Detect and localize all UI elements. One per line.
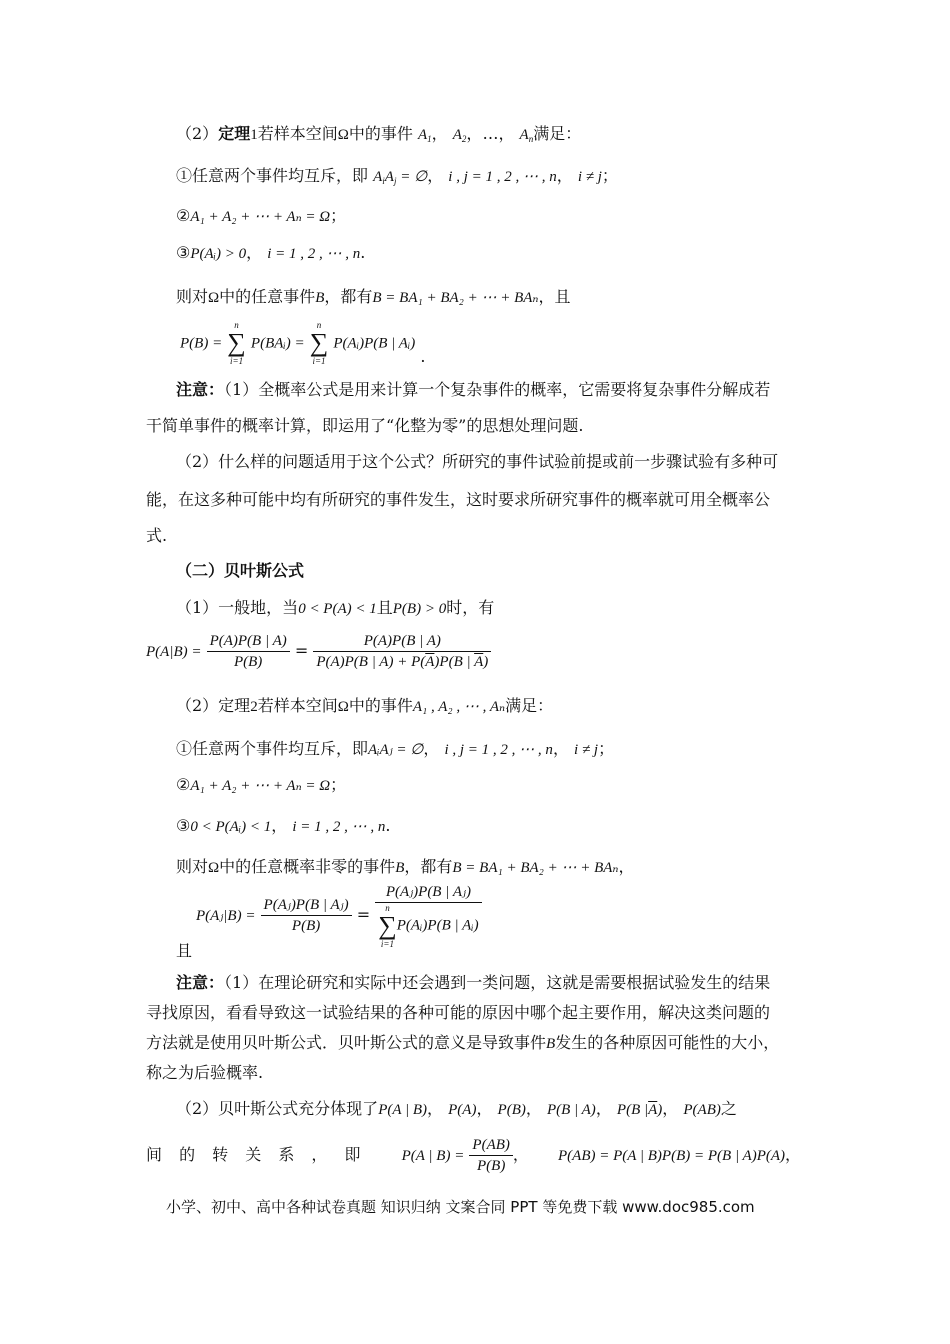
t1-condition-2: ②A₁ + A₂ + ⋯ + Aₙ = Ω； [176,206,347,225]
index-range: i , j = 1 , 2 , ⋯ , n [448,169,557,185]
theorem2-label: （2）定理 [176,696,251,715]
header-text: 若样本空间 [257,124,338,143]
header-text-2: 中的事件 [348,696,413,715]
conclusion-text-2: 中的任意事件 [219,287,316,306]
t1-condition-3: ③P(Aᵢ) > 0， i = 1 , 2 , ⋯ , n. [176,243,366,262]
note-text: 方法就是使用贝叶斯公式．贝叶斯公式的意义是导致事件 [146,1033,547,1052]
theorem2-number: 2 [250,699,258,715]
index-range: i = 1 , 2 , ⋯ , n [267,246,361,262]
omega-symbol: Ω [337,699,349,715]
t2-condition-2: ②A₁ + A₂ + ⋯ + Aₙ = Ω； [176,775,347,794]
header-end: 满足： [533,124,582,143]
bayes-formula-1: P(A|B) = $\frac{P(A)P(B | A)}{P(B)}$ = $\frac{P(A)P(B | A)}{P(A)P(B | A) + P(\overline{A})P(B | \overline{A})}$ [146,628,491,675]
note2-p2-line2: 间 的 转 关 系 ， 即 P(A | B) = $\frac{P(AB)}{P(B)}$ ， P(AB) = P(A | B)P(B) = P(B | A)P(A)， [146,1137,802,1174]
union-eq: A₁ + A₂ + ⋯ + Aₙ = Ω [190,209,331,225]
note2-p1-line3 [146,1032,779,1055]
total-probability-formula: P(B) = n ∑ i=1 P(BAᵢ) = n ∑ i=1 P(Aᵢ)P(B | Aᵢ) . [180,320,426,366]
note-text-2: 发生的各种原因可能性的大小， [555,1033,780,1052]
prob-a-given-b: P(A | B) [378,1102,428,1118]
bayes-text: （1）一般地，当 [176,598,299,617]
note1-p2-line1: （2）什么样的问题适用于这个公式？所研究的事件试验前提或前一步骤试验有多种可 [176,452,779,471]
header-text-2: 中的事件 [348,124,413,143]
omega-symbol: Ω [208,290,220,306]
condition-pa: 0 < P(A) < 1 [298,601,377,617]
event-b: B [315,290,325,306]
prob-a: P(A) [448,1102,477,1118]
t2-condition-1: ①任意两个事件均互斥，即AᵢAⱼ = ∅， i , j = 1 , 2 , ⋯ , n， i ≠ j； [176,739,615,758]
conclusion-text-3: ，都有 [324,287,373,306]
index-neq: i ≠ j [574,742,599,758]
bayes2-left: P(Aⱼ|B) = [196,908,256,924]
condition-label: ② [176,206,191,225]
theorem1-header: （2）定理1若样本空间Ω中的事件 $A_1$， $A_2$，…， $A_n$满足： [176,124,582,144]
bayes-left: P(A|B) = [146,644,202,660]
conclusion-text: 则对 [176,287,209,306]
note2-p2-line1: （2）贝叶斯公式充分体现了P(A | B)， P(A)， P(B)， P(B | A)， P(B $|\overline{A}$)， P(AB)之 [176,1099,737,1118]
note-text: （2）贝叶斯公式充分体现了 [176,1099,379,1118]
disjoint-eq: AᵢAⱼ = ∅ [368,742,424,758]
note-text: （1）全概率公式是用来计算一个复杂事件的概率，它需要将复杂事件分解成若 [224,380,771,399]
omega-symbol: Ω [337,127,349,143]
index-neq: i ≠ j [577,169,602,185]
omega-symbol: Ω [208,860,220,876]
bayes-fraction-2: $\frac{P(A)P(B | A)}{P(A)P(B | A) + P(\overline{A})P(B | \overline{A})}$ [313,631,491,672]
bayes-formula-2: P(Aⱼ|B) = $\frac{\text{P(Aⱼ)P(B | Aⱼ)}}{P(B)}$ = P(Aⱼ)P(B | Aⱼ) n ∑ i=1 P(Aᵢ)P(B | Aᵢ) [196,882,482,949]
theorem-number: 1 [250,127,258,143]
bayes-text-3: 时，有 [446,598,495,617]
condition-label: ③ [176,816,191,835]
footer-text: 小学、初中、高中各种试卷真题 知识归纳 文案合同 PPT 等免费下载 www.doc985.com [166,1198,755,1216]
note2-p1-line4: 称之为后验概率. [146,1063,264,1082]
condition-label: ② [176,775,191,794]
bayes-fraction-1: $\frac{P(A)P(B | A)}{P(B)}$ [207,631,290,672]
condition-label: ③ [176,243,191,262]
index-range: i , j = 1 , 2 , ⋯ , n [444,742,553,758]
sum-symbol-2: n ∑ i=1 [309,320,329,366]
conclusion-text-2: 中的任意概率非零的事件 [219,857,396,876]
bounded-prob-eq: 0 < P(Aᵢ) < 1 [190,819,272,835]
note-text: 间 的 转 关 系 ， 即 [146,1145,367,1164]
event-b: B [546,1036,556,1052]
formula-right: P(Aᵢ)P(B | Aᵢ) [333,335,416,352]
theorem2-header [176,695,553,718]
event-a2: $A_2$ [452,127,467,144]
prob-b-given-not-a: P(B $|\overline{A}$) [616,1102,663,1118]
note-text: （1）在理论研究和实际中还会遇到一类问题，这就是需要根据试验发生的结果 [224,973,771,992]
conditional-fraction: $\frac{P(AB)}{P(B)}$ [469,1135,512,1176]
theorem-label: 定理 [218,124,251,143]
conclusion-text-3: ，都有 [404,857,453,876]
index-range: i = 1 , 2 , ⋯ , n [292,819,386,835]
frac-left: P(A | B) = [401,1148,465,1164]
event-an: $A_n$ [519,127,534,144]
event-list: A₁ , A₂ , ⋯ , Aₙ [412,699,506,715]
note-label: 注意： [176,380,225,399]
condition-label: ①任意两个事件均互斥，即 [176,739,369,758]
prob-b-given-a: P(B | A) [546,1102,596,1118]
prob-ab: P(AB) [683,1102,721,1118]
header-end: 满足： [505,696,554,715]
qie-text: 且 [176,941,193,960]
bayes2-fraction-2: P(Aⱼ)P(B | Aⱼ) n ∑ i=1 P(Aᵢ)P(B | Aᵢ) [375,882,481,949]
partition-eq: B = BA₁ + BA₂ + ⋯ + BAₙ [372,290,539,306]
formula-mid: P(BAᵢ) = [250,335,305,352]
condition-label: ①任意两个事件均互斥，即 [176,166,369,185]
disjoint-eq: $A_iA_j$ = ∅ [373,169,428,186]
prob-b: P(B) [497,1102,526,1118]
sum-symbol-1: n ∑ i=1 [227,320,246,366]
note1-p1-line1 [176,379,770,401]
header-prefix: （2） [176,124,219,143]
ellipsis: … [482,124,499,143]
partition-eq: B = BA₁ + BA₂ + ⋯ + BAₙ [452,860,619,876]
t2-conclusion: 则对Ω中的任意概率非零的事件B，都有B = BA₁ + BA₂ + ⋯ + BAₙ， [176,857,635,876]
note-label: 注意： [176,973,225,992]
condition-pb: P(B) > 0 [392,601,447,617]
bayes2-fraction-1: $\frac{\text{P(Aⱼ)P(B | Aⱼ)}}{P(B)}$ [261,895,352,936]
bayes-text-2: 且 [376,598,393,617]
product-rule-eq: P(AB) = P(A | B)P(B) = P(B | A)P(A) [558,1148,786,1164]
conclusion-end: ，且 [538,287,571,306]
note2-p1-line2: 寻找原因，看看导致这一试验结果的各种可能的原因中哪个起主要作用，解决这类问题的 [146,1003,771,1022]
union-eq: A₁ + A₂ + ⋯ + Aₙ = Ω [190,778,331,794]
t1-condition-1: ①任意两个事件均互斥，即 $A_iA_j$ = ∅， i , j = 1 , 2 , ⋯ , n， i ≠ j； [176,166,618,186]
note1-p1-line2: 干简单事件的概率计算，即运用了“化整为零”的思想处理问题. [146,416,584,435]
note1-p2-line3: 式. [146,526,168,545]
t1-conclusion [176,286,571,309]
positive-prob-eq: P(Aᵢ) > 0 [190,246,247,262]
event-b: B [395,860,405,876]
header-text: 若样本空间 [257,696,338,715]
event-a1: $A_1$ [417,127,432,144]
note-text-2: 之 [720,1099,737,1118]
conclusion-text: 则对 [176,857,209,876]
bayes-p1 [176,597,494,620]
formula-left: P(B) = [180,335,223,352]
note1-p2-line2: 能，在这多种可能中均有所研究的事件发生，这时要求所研究事件的概率就可用全概率公 [146,490,771,509]
note2-p1-line1 [176,972,770,994]
bayes-heading: （二）贝叶斯公式 [176,561,305,580]
t2-condition-3: ③0 < P(Aᵢ) < 1， i = 1 , 2 , ⋯ , n. [176,816,391,835]
